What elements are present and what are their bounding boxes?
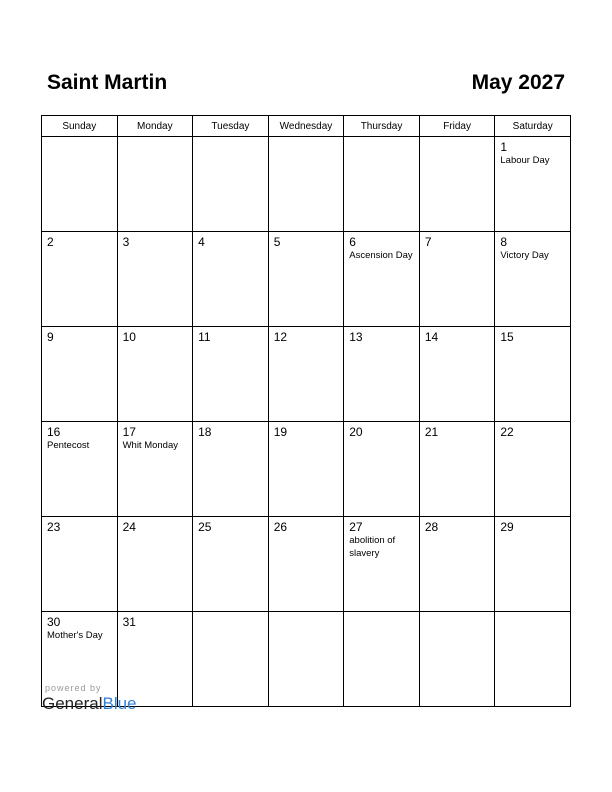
generalblue-logo [42, 694, 137, 714]
holiday-label: Whit Monday [122, 440, 178, 451]
day-cell [495, 327, 571, 422]
weekday-tuesday: Tuesday [193, 116, 269, 137]
weekday-friday: Friday [419, 116, 495, 137]
day-number: 16 [47, 425, 61, 439]
day-number: 13 [349, 330, 363, 344]
day-cell [42, 137, 118, 232]
weekday-header-row [42, 116, 571, 137]
holiday-label: Labour Day [500, 155, 550, 166]
day-number: 26 [273, 520, 288, 534]
day-cell [42, 422, 118, 517]
day-cell [419, 422, 495, 517]
week-row [42, 327, 571, 422]
weekday-thursday: Thursday [344, 116, 420, 137]
calendar-country-title: Saint Martin [47, 71, 168, 94]
day-number: 12 [273, 330, 288, 344]
weekday-sunday: Sunday [42, 116, 118, 137]
day-cell [495, 232, 571, 327]
day-cell [344, 232, 420, 327]
day-number: 25 [198, 520, 212, 534]
day-cell [344, 422, 420, 517]
weekday-monday: Monday [117, 116, 193, 137]
day-number: 15 [500, 330, 514, 344]
day-cell [193, 612, 269, 707]
day-cell [42, 517, 118, 612]
holiday-label: Ascension Day [349, 250, 413, 261]
holiday-label: Mother's Day [47, 630, 103, 641]
holiday-label: abolition of slavery [349, 535, 396, 559]
day-cell [117, 137, 193, 232]
day-cell [344, 327, 420, 422]
day-number: 17 [122, 425, 136, 439]
day-number: 23 [47, 520, 61, 534]
day-cell [193, 517, 269, 612]
day-cell [419, 612, 495, 707]
calendar-month-title: May 2027 [471, 71, 565, 94]
day-cell [42, 327, 118, 422]
day-number: 21 [424, 425, 439, 439]
day-number: 2 [47, 235, 54, 249]
day-number: 1 [500, 140, 508, 154]
day-cell [268, 232, 344, 327]
day-number: 19 [273, 425, 288, 439]
week-row [42, 137, 571, 232]
day-number: 11 [198, 330, 211, 344]
day-number: 7 [424, 235, 432, 249]
day-cell [268, 517, 344, 612]
day-number: 27 [349, 520, 363, 534]
day-number: 29 [500, 520, 514, 534]
week-row [42, 517, 571, 612]
day-cell [193, 422, 269, 517]
day-cell [419, 517, 495, 612]
day-number: 6 [349, 235, 356, 249]
day-cell [268, 137, 344, 232]
powered-by-label: powered by [45, 683, 102, 693]
day-cell [419, 232, 495, 327]
day-number: 14 [424, 330, 439, 344]
brand-part-general: General [42, 694, 103, 713]
day-number: 24 [122, 520, 136, 534]
day-number: 20 [349, 425, 363, 439]
week-row [42, 422, 571, 517]
day-number: 5 [273, 235, 281, 249]
day-cell [268, 612, 344, 707]
day-number: 8 [500, 235, 508, 249]
day-cell [495, 422, 571, 517]
day-number: 4 [198, 235, 205, 249]
day-cell [193, 327, 269, 422]
day-cell [344, 137, 420, 232]
day-cell [495, 137, 571, 232]
week-row [42, 232, 571, 327]
day-number: 9 [47, 330, 54, 344]
day-cell [42, 232, 118, 327]
day-cell [268, 422, 344, 517]
holiday-label: Victory Day [500, 250, 549, 261]
day-cell [193, 232, 269, 327]
day-cell [344, 612, 420, 707]
day-cell [117, 232, 193, 327]
weekday-wednesday: Wednesday [268, 116, 344, 137]
day-cell [419, 137, 495, 232]
day-cell [193, 137, 269, 232]
brand-part-blue: Blue [102, 694, 137, 713]
day-number: 28 [424, 520, 439, 534]
weekday-saturday: Saturday [495, 116, 571, 137]
day-number: 10 [122, 330, 136, 344]
day-cell [268, 327, 344, 422]
day-number: 22 [500, 425, 514, 439]
day-number: 18 [198, 425, 212, 439]
day-cell [495, 517, 571, 612]
day-number: 30 [47, 615, 61, 629]
day-cell [117, 612, 193, 707]
day-cell [117, 327, 193, 422]
day-number: 31 [122, 615, 136, 629]
day-cell [495, 612, 571, 707]
calendar-grid [41, 115, 571, 707]
day-cell [117, 517, 193, 612]
day-cell [117, 422, 193, 517]
holiday-label: Pentecost [47, 440, 90, 451]
week-row [42, 612, 571, 707]
day-cell [419, 327, 495, 422]
day-number: 3 [122, 235, 130, 249]
day-cell [344, 517, 420, 612]
